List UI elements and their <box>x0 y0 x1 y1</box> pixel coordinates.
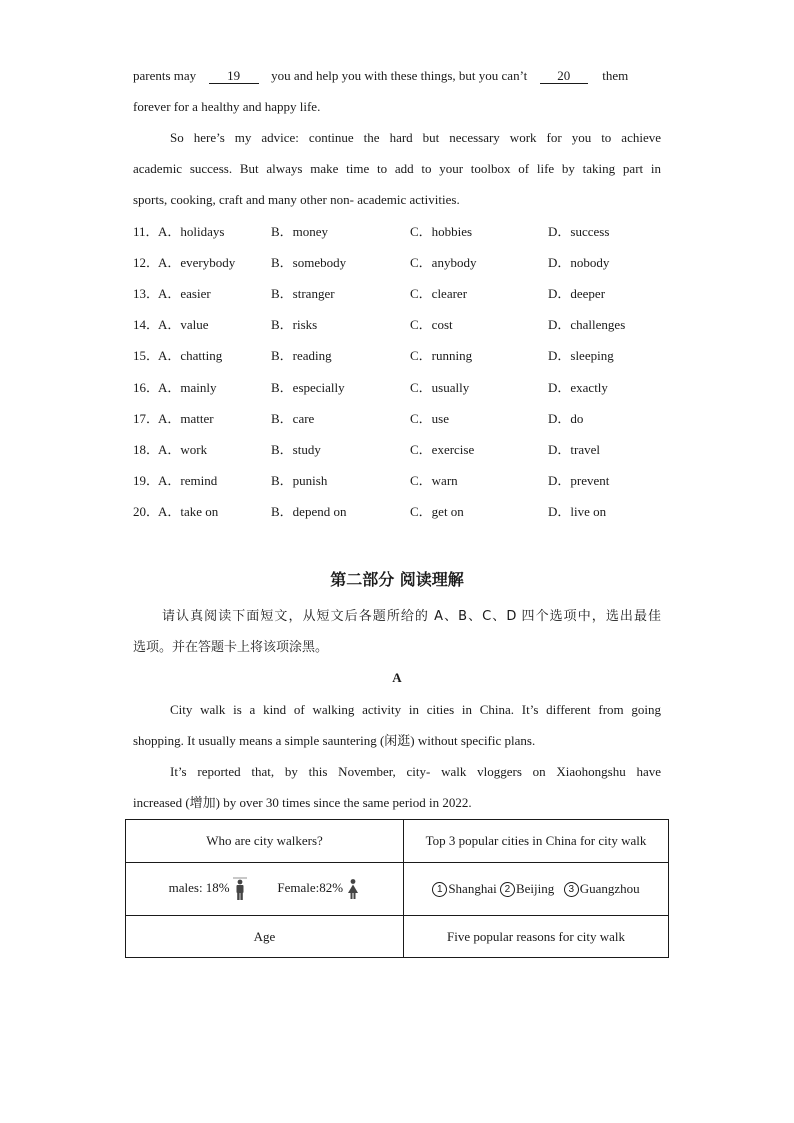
passage-line: City walk is a kind of walking activity in cities in China. It’s different from going <box>170 702 661 717</box>
option-b[interactable]: B．reading <box>271 348 332 363</box>
option-a[interactable]: A．matter <box>158 411 214 426</box>
question-number: 14． <box>133 317 160 332</box>
advice-line: academic success. But always make time to add to your toolbox of life by taking part in <box>133 161 661 176</box>
city-walk-table <box>125 819 669 958</box>
option-c[interactable]: C．running <box>410 348 473 363</box>
option-a[interactable]: A．take on <box>158 504 219 519</box>
passage-line: forever for a healthy and happy life. <box>133 99 321 114</box>
rank-3-badge: 3 <box>564 882 579 897</box>
option-a[interactable]: A．chatting <box>158 348 223 363</box>
question-row <box>133 347 673 365</box>
advice-line: sports, cooking, craft and many other non- academic activities. <box>133 192 460 207</box>
passage-line-blanks <box>133 67 661 85</box>
question-number: 19． <box>133 473 160 488</box>
passage-text: you and help you with these things, but you can’t <box>271 68 528 83</box>
option-d[interactable]: D．challenges <box>548 317 626 332</box>
question-row <box>133 503 673 521</box>
section-heading: 第二部分 阅读理解 <box>330 570 464 589</box>
option-b[interactable]: B．study <box>271 442 321 457</box>
cities-cell <box>404 863 669 916</box>
option-c[interactable]: C．get on <box>410 504 464 519</box>
option-d[interactable]: D．live on <box>548 504 607 519</box>
option-d[interactable]: D．success <box>548 224 610 239</box>
female-icon <box>346 878 360 900</box>
table-header-reasons: Five popular reasons for city walk <box>404 916 669 958</box>
option-a[interactable]: A．everybody <box>158 255 236 270</box>
question-row <box>133 254 673 272</box>
option-c[interactable]: C．warn <box>410 473 458 488</box>
blank-19: 19 <box>209 69 259 84</box>
option-b[interactable]: B．risks <box>271 317 318 332</box>
option-a[interactable]: A．holidays <box>158 224 225 239</box>
instruction-line: 请认真阅读下面短文，从短文后各题所给的 A、B、C、D 四个选项中，选出最佳 <box>162 609 661 624</box>
city-1: Shanghai <box>448 880 497 896</box>
option-a[interactable]: A．remind <box>158 473 218 488</box>
option-a[interactable]: A．value <box>158 317 209 332</box>
question-row <box>133 441 673 459</box>
option-d[interactable]: D．travel <box>548 442 600 457</box>
question-row <box>133 285 673 303</box>
male-icon <box>233 877 247 901</box>
option-b[interactable]: B．stranger <box>271 286 335 301</box>
option-d[interactable]: D．nobody <box>548 255 610 270</box>
question-row <box>133 223 673 241</box>
advice-line: So here’s my advice: continue the hard but necessary work for you to achieve <box>170 130 661 145</box>
option-d[interactable]: D．exactly <box>548 380 608 395</box>
option-c[interactable]: C．anybody <box>410 255 477 270</box>
option-b[interactable]: B．depend on <box>271 504 347 519</box>
question-number: 13． <box>133 286 160 301</box>
blank-20: 20 <box>540 69 588 84</box>
option-c[interactable]: C．usually <box>410 380 470 395</box>
option-b[interactable]: B．somebody <box>271 255 347 270</box>
option-d[interactable]: D．deeper <box>548 286 606 301</box>
option-d[interactable]: D．do <box>548 411 584 426</box>
question-row <box>133 316 673 334</box>
option-d[interactable]: D．sleeping <box>548 348 614 363</box>
option-b[interactable]: B．punish <box>271 473 328 488</box>
question-row <box>133 379 673 397</box>
passage-text: parents may <box>133 68 197 83</box>
passage-line: It’s reported that, by this November, city- walk vloggers on Xiaohongshu have <box>170 764 661 779</box>
option-c[interactable]: C．clearer <box>410 286 468 301</box>
option-b[interactable]: B．especially <box>271 380 345 395</box>
gender-cell <box>126 863 404 916</box>
option-b[interactable]: B．care <box>271 411 315 426</box>
question-number: 11． <box>133 224 159 239</box>
rank-2-badge: 2 <box>500 882 515 897</box>
rank-1-badge: 1 <box>432 882 447 897</box>
city-2: Beijing <box>515 880 555 896</box>
option-a[interactable]: A．easier <box>158 286 211 301</box>
question-number: 12． <box>133 255 160 270</box>
passage-text: them <box>602 68 629 83</box>
instruction-line: 选项。并在答题卡上将该项涂黑。 <box>133 640 329 655</box>
passage-label: A <box>392 670 402 685</box>
males-stat: males: 18% <box>168 879 230 895</box>
option-c[interactable]: C．hobbies <box>410 224 473 239</box>
option-a[interactable]: A．mainly <box>158 380 217 395</box>
passage-line: increased (增加) by over 30 times since the same period in 2022. <box>133 795 472 810</box>
question-number: 18． <box>133 442 160 457</box>
option-d[interactable]: D．prevent <box>548 473 610 488</box>
option-b[interactable]: B．money <box>271 224 329 239</box>
option-c[interactable]: C．use <box>410 411 450 426</box>
city-3: Guangzhou <box>579 880 640 896</box>
question-number: 20． <box>133 504 160 519</box>
question-row <box>133 472 673 490</box>
female-stat: Female:82% <box>277 879 344 895</box>
table-header-age: Age <box>126 916 404 958</box>
question-row <box>133 410 673 428</box>
passage-line: shopping. It usually means a simple sauntering (闲逛) without specific plans. <box>133 733 536 748</box>
question-number: 16． <box>133 380 160 395</box>
question-number: 15． <box>133 348 160 363</box>
table-header-cities: Top 3 popular cities in China for city walk <box>404 820 669 863</box>
option-c[interactable]: C．cost <box>410 317 453 332</box>
question-number: 17． <box>133 411 160 426</box>
table-header-walkers: Who are city walkers? <box>126 820 404 863</box>
option-c[interactable]: C．exercise <box>410 442 475 457</box>
option-a[interactable]: A．work <box>158 442 208 457</box>
